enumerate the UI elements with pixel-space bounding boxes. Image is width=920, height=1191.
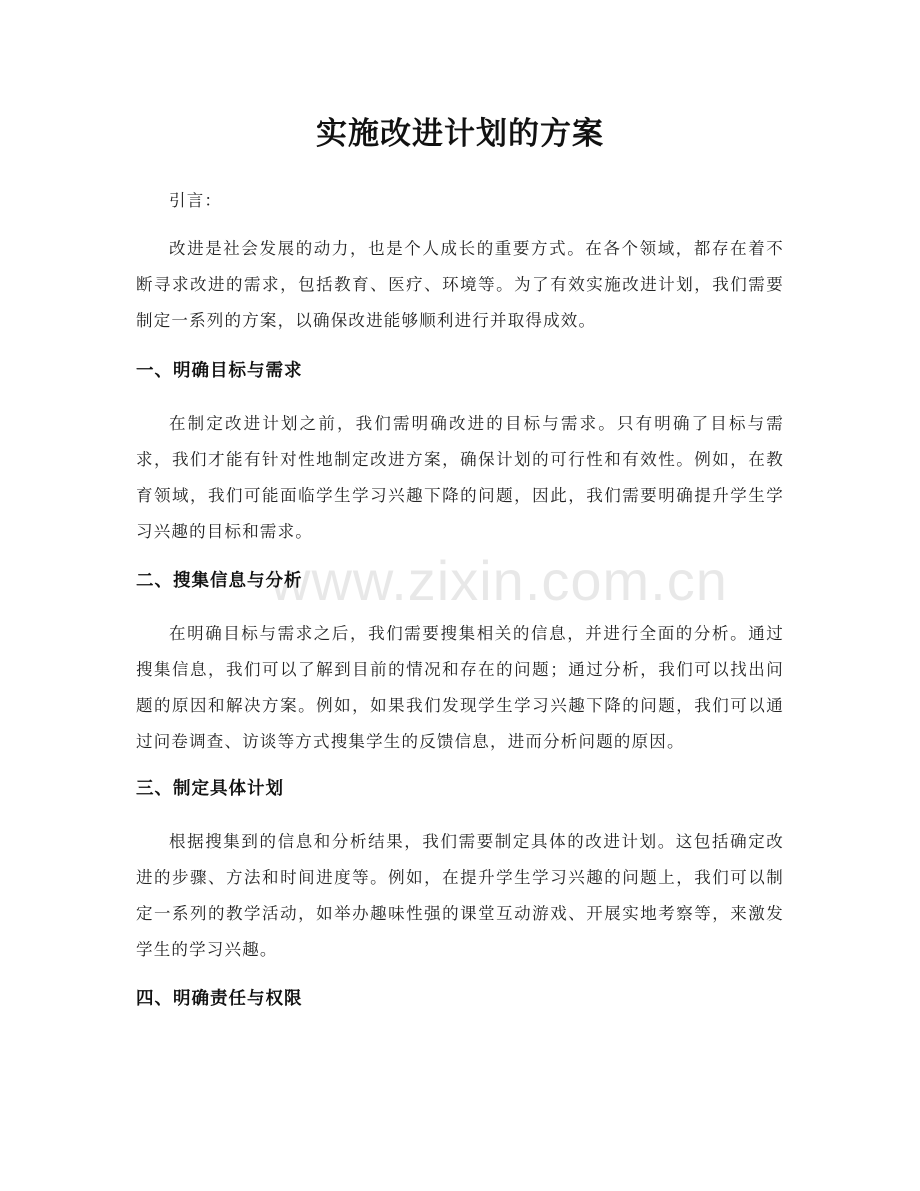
watermark: www.zixin.com.cn <box>270 549 728 612</box>
section-4-heading: 四、明确责任与权限 <box>136 989 303 1009</box>
section-2-heading: 二、搜集信息与分析 <box>136 571 303 591</box>
document-title: 实施改进计划的方案 <box>316 116 604 152</box>
section-2-paragraph: 在明确目标与需求之后，我们需要搜集相关的信息，并进行全面的分析。通过搜集信息，我们可以了解到目前的情况和存在的问题；通过分析，我们可以找出问题的原因和解决方案。例如，如果我们发现学生学习兴趣下降的问题，我们可以通过问卷调查、访谈等方式搜集学生的反馈信息，进而分析问题的原因。 <box>136 624 784 751</box>
section-3-paragraph: 根据搜集到的信息和分析结果，我们需要制定具体的改进计划。这包括确定改进的步骤、方法和时间进度等。例如，在提升学生学习兴趣的问题上，我们可以制定一系列的教学活动，如举办趣味性强的课堂互动游戏、开展实地考察等，来激发学生的学习兴趣。 <box>136 832 784 959</box>
section-1-heading: 一、明确目标与需求 <box>136 361 303 381</box>
intro-paragraph: 改进是社会发展的动力，也是个人成长的重要方式。在各个领域，都存在着不断寻求改进的需求，包括教育、医疗、环境等。为了有效实施改进计划，我们需要制定一系列的方案，以确保改进能够顺利进行并取得成效。 <box>136 239 784 330</box>
intro-label: 引言： <box>169 191 223 210</box>
section-3-heading: 三、制定具体计划 <box>136 779 284 799</box>
section-1-paragraph: 在制定改进计划之前，我们需明确改进的目标与需求。只有明确了目标与需求，我们才能有针对性地制定改进方案，确保计划的可行性和有效性。例如，在教育领域，我们可能面临学生学习兴趣下降的问题，因此，我们需要明确提升学生学习兴趣的目标和需求。 <box>136 414 784 541</box>
